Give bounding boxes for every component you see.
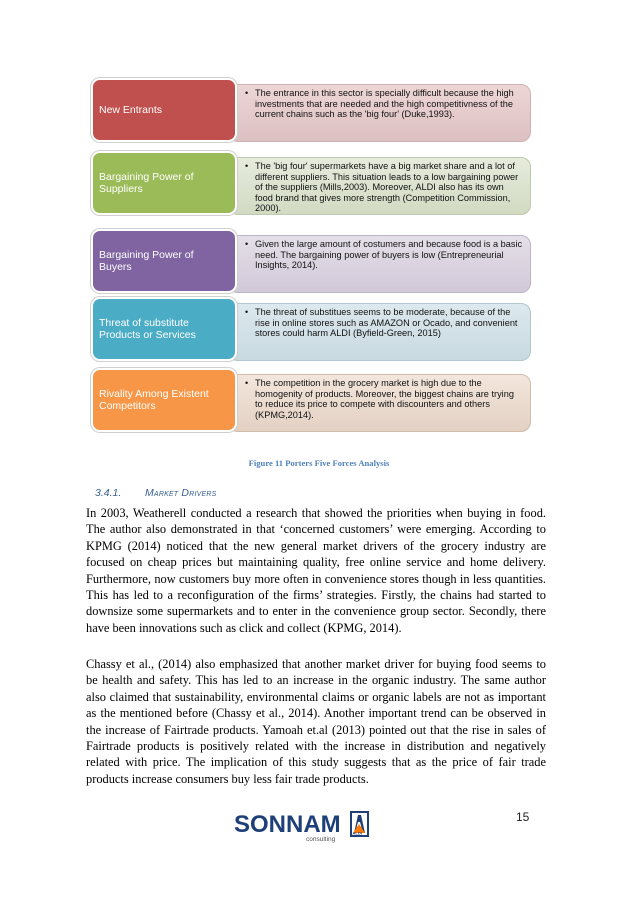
force-label: Rivality Among Existent Competitors [91, 368, 237, 432]
body-paragraph: Chassy et al., (2014) also emphasized that another market driver for buying food seems to be health and safety. This has led to an increase in the organic industry. The same author also claimed that sustainability, environmental claims or organic labels are not as important as the mentioned before (Chassy et al., 2014). Another important trend can be observed in the increase of Fairtrade products. Yamoah et.al (2013) pointed out that the rise in sales of Fairtrade products is positively related with the increase in distribution and negatively related with price. The implication of this study suggests that as the price of fair trade products increase consumers buy less fair trade products. [86, 657, 546, 786]
page-number: 15 [516, 810, 530, 824]
force-row-rivalry [88, 368, 533, 432]
section-number: 3.4.1. [95, 487, 122, 499]
force-description: • Given the large amount of costumers and because food is a basic need. The bargaining power of buyers is low (Entrepreneurial Insights, 2014). [228, 235, 531, 293]
force-label: Bargaining Power of Buyers [91, 229, 237, 293]
logo-wordmark: SONNAM [234, 811, 341, 838]
aldi-badge-text: ALDI [352, 830, 362, 836]
aldi-badge-icon [350, 811, 369, 837]
force-label: Bargaining Power of Suppliers [91, 151, 237, 215]
sonnam-logo-graphic [234, 808, 374, 848]
logo-subtitle: consulting [306, 836, 336, 843]
force-description: • The threat of substitues seems to be moderate, because of the rise in online stores such as AMAZON or Ocado, and convenient stores could harm ALDI (Byfield-Green, 2015) [228, 303, 531, 361]
force-description: • The competition in the grocery market is high due to the homogenity of products. Moreover, the biggest chains are trying to reduce its price to compete with discounters and others (KPMG,2014). [228, 374, 531, 432]
force-description: • The 'big four' supermarkets have a big market share and a lot of different suppliers. This situation leads to a low bargaining power of the suppliers (Mills,2003). Moreover, ALDI also has its own food brand that gives more strength (Competition Commission, 2000). [228, 157, 531, 215]
force-row-buyers [88, 229, 533, 293]
force-row-suppliers [88, 151, 533, 215]
five-forces-diagram [88, 78, 533, 438]
body-paragraph: In 2003, Weatherell conducted a research that showed the priorities when buying in food. The author also demonstrated in that ‘concerned customers’ were emerging. According to KPMG (2014) noticed that the new general market drivers of the grocery industry are focused on cheap prices but maintaining quality, free online service and home delivery. Furthermore, now customers buy more often in convenience stores though in less quantities. This has led to a reconfiguration of the firms’ strategies. Firstly, the chains had started to downsize some supermarkets and to enter in the convenience group sector. Secondly, there have been innovations such as click and collect (KPMG, 2014). [86, 506, 546, 635]
force-description: • The entrance in this sector is specially difficult because the high investments that are needed and the high competitivness of the current chains such as the 'big four' (Duke,1993). [228, 84, 531, 142]
sonnam-logo [234, 808, 374, 848]
section-heading [95, 487, 216, 499]
force-row-substitutes [88, 297, 533, 361]
force-label: Threat of substitute Products or Services [91, 297, 237, 361]
force-row-new-entrants [88, 78, 533, 142]
force-label: New Entrants [91, 78, 237, 142]
section-title: Market Drivers [145, 487, 217, 499]
figure-caption: Figure 11 Porters Five Forces Analysis [248, 458, 390, 468]
